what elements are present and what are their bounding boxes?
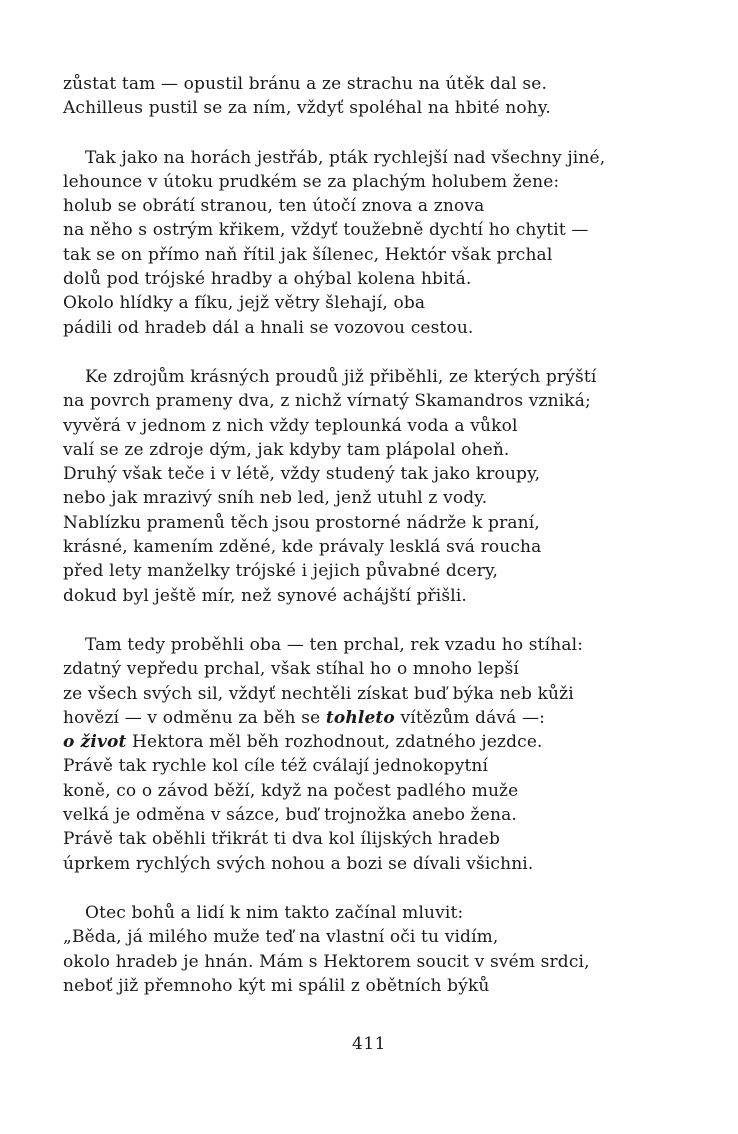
emphasized-word: o život [63, 732, 127, 753]
page-number: 411 [352, 1034, 386, 1054]
verse-text: Hektora měl běh rozhodnout, zdatného jezdce. [126, 732, 543, 753]
verse-line: Tak jako na horách jestřáb, pták rychlejší nad všechny jiné, [85, 147, 606, 168]
verse-line: okolo hradeb je hnán. Mám s Hektorem soucit v svém srdci, [63, 951, 590, 972]
verse-line: dokud byl ještě mír, než synové achájští přišli. [63, 585, 467, 606]
verse-line: Právě tak rychle kol cíle též cválají jednokopytní [63, 756, 489, 777]
verse-line: Okolo hlídky a fíku, jejž větry šlehají, oba [63, 293, 426, 314]
verse-line: tak se on přímo naň řítil jak šílenec, Hektór však prchal [63, 244, 553, 265]
verse-line: krásné, kamením zděné, kde právaly lesklá svá roucha [63, 537, 542, 558]
verse-line: „Běda, já milého muže teď na vlastní oči tu vidím, [63, 927, 499, 948]
verse-line: na něho s ostrým křikem, vždyť toužebně dychtí ho chytit — [63, 220, 589, 241]
verse-line: holub se obrátí stranou, ten útočí znova a znova [63, 196, 485, 217]
verse-line [63, 706, 683, 730]
stanza [63, 72, 683, 121]
verse-line: úprkem rychlých svých nohou a bozi se dívali všichni. [63, 853, 534, 874]
stanza [63, 633, 683, 876]
verse-line: koně, co o závod běží, když na počest padlého muže [63, 780, 519, 801]
poem-text [63, 72, 683, 1023]
verse-line: na povrch prameny dva, z nichž vírnatý Skamandros vzniká; [63, 391, 591, 412]
verse-line: vyvěrá v jednom z nich vždy teplounká voda a vůkol [63, 415, 518, 436]
verse-line: valí se ze zdroje dým, jak kdyby tam plápolal oheň. [63, 439, 510, 460]
verse-line: dolů pod trójské hradby a ohýbal kolena hbitá. [63, 269, 472, 290]
verse-line: neboť již přemnoho kýt mi spálil z obětních býků [63, 975, 490, 996]
verse-line: Achilleus pustil se za ním, vždyť spoléhal na hbité nohy. [63, 98, 551, 119]
verse-line: zůstat tam — opustil bránu a ze strachu na útěk dal se. [63, 74, 548, 94]
verse-line: zdatný vepředu prchal, však stíhal ho o mnoho lepší [63, 659, 519, 680]
verse-line: Právě tak oběhli třikrát ti dva kol ílijských hradeb [63, 829, 501, 850]
verse-line: lehounce v útoku prudkém se za plachým holubem žene: [63, 171, 560, 192]
verse-line: nebo jak mrazivý sníh neb led, jenž utuhl z vody. [63, 488, 488, 509]
verse-line: Druhý však teče i v létě, vždy studený tak jako kroupy, [63, 464, 541, 485]
verse-line: velká je odměna v sázce, buď trojnožka anebo žena. [63, 805, 517, 826]
verse-line: Nablízku pramenů těch jsou prostorné nádrže k praní, [63, 512, 540, 533]
verse-line: Ke zdrojům krásných proudů již přiběhli, ze kterých prýští [85, 366, 597, 387]
verse-line: Otec bohů a lidí k nim takto začínal mluvit: [85, 902, 464, 923]
stanza [63, 901, 683, 998]
emphasized-word: tohleto [325, 707, 395, 728]
stanza [63, 365, 683, 608]
verse-line: před lety manželky trójské i jejich půvabné dcery, [63, 561, 499, 582]
verse-line: Tam tedy proběhli oba — ten prchal, rek vzadu ho stíhal: [85, 634, 584, 655]
verse-line: pádili od hradeb dál a hnali se vozovou cestou. [63, 317, 474, 338]
verse-line [63, 730, 683, 754]
stanza [63, 146, 683, 340]
verse-line: ze všech svých sil, vždyť nechtěli získat buď býka neb kůži [63, 683, 574, 704]
verse-text: vítězům dává —: [394, 707, 545, 728]
verse-text: hovězí — v odměnu za běh se [63, 707, 326, 728]
